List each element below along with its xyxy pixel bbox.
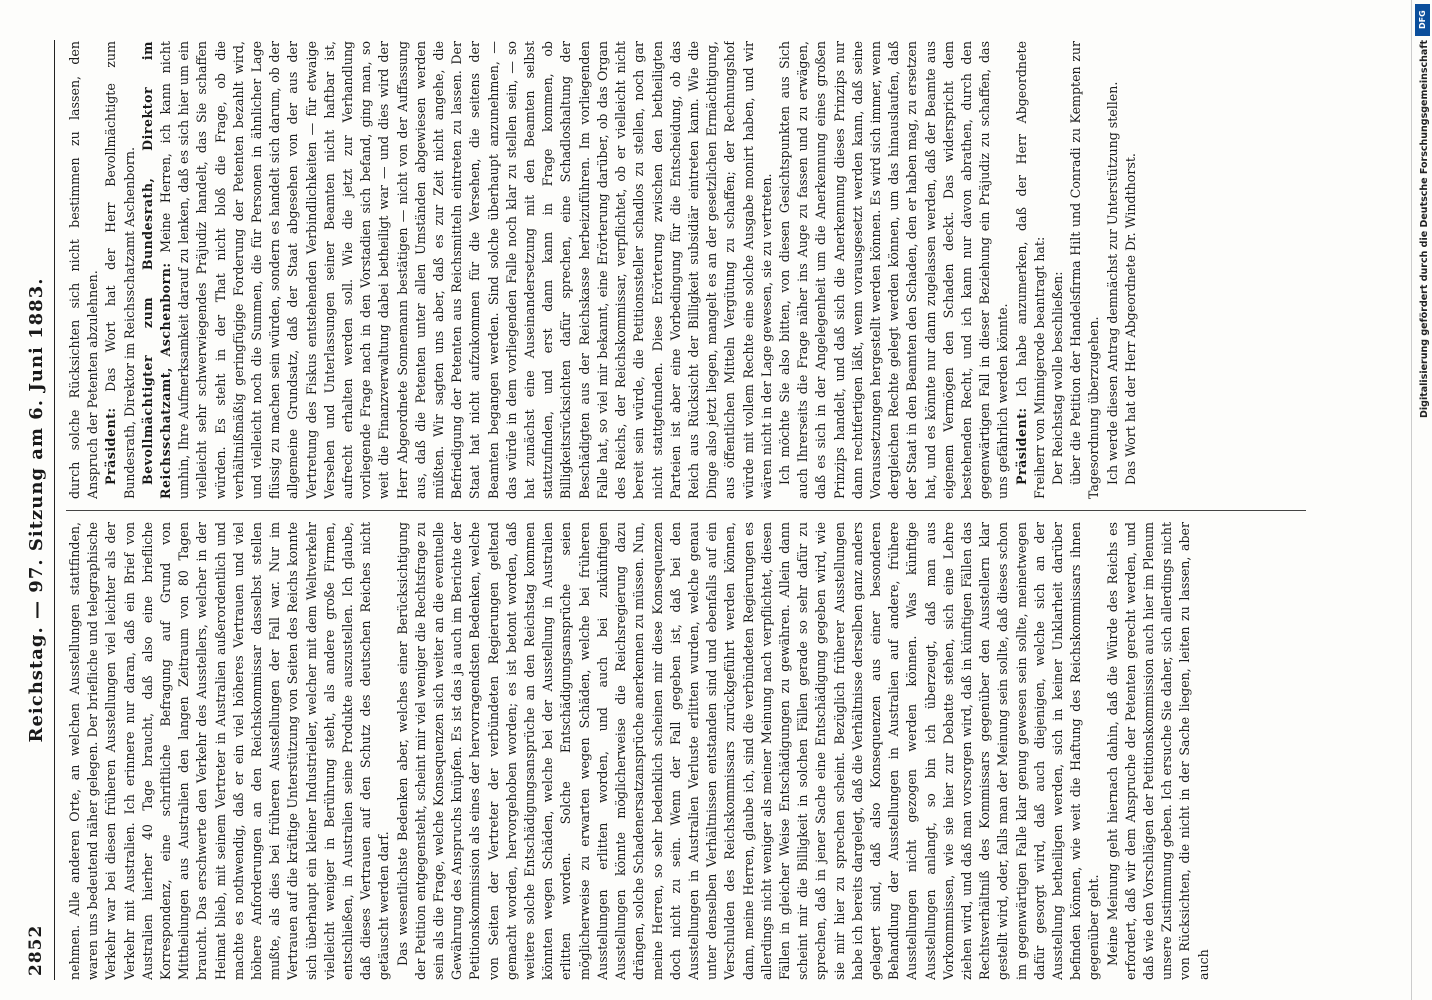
paragraph	[1049, 41, 1067, 499]
speaker-label: Bevollmächtigter zum Bundesrath, Direktor im Reichsschatzamt, Aschenborn:	[139, 41, 174, 499]
paragraph-text: Ich werde diesen Antrag demnächst zur Unterstützung stellen.	[1104, 81, 1120, 485]
column-rule	[66, 510, 1306, 511]
dfg-credit-text: Digitalisierung gefördert durch die Deutsche Forschungsgemeinschaft	[1419, 40, 1430, 418]
digitization-strip	[1411, 0, 1432, 1000]
page-number: 2852	[26, 924, 46, 976]
left-column	[66, 522, 1306, 980]
page-title: Reichstag. — 97. Sitzung am 6. Juni 1883.	[26, 277, 47, 743]
paragraph	[1104, 41, 1122, 499]
dfg-logo: DFG	[1415, 4, 1430, 36]
paragraph	[1104, 522, 1213, 980]
rotated-sheet	[20, 40, 1310, 980]
paragraph-text: Meine Herren, ich kann nicht umhin, Ihre Aufmerksamkeit darauf zu lenken, daß es sich hier um ein vielleicht sehr schwerwiegendes Präjudiz handelt, das Sie schaffen würden. Es steht in der That nicht bloß die Frage, ob die verhältnißmäßig geringfügige Forderung der Petenten bezahlt wird, und vielleicht noch die Summen, die für Personen in ähnlicher Lage flüssig zu machen sein würden, sondern es handelt sich darum, ob der allgemeine Grundsatz, daß der Staat abgesehen von der aus der Vertretung des Fiskus entstehenden Verbindlichkeiten — für etwaige Versehen und Unterlassungen seiner Beamten nicht haftbar ist, aufrecht erhalten werden soll. Wie die jetzt zur Verhandlung vorliegende Frage nach in den Vorstadien sich befand, ging man, so weit die Finanzverwaltung dabei betheiligt war — und dies wird der Herr Abgeordnete Sonnemann bestätigen — nicht von der Auffassung aus, daß die Petenten unter allen Umständen abgewiesen werden müßten. Wir sagten uns aber, daß es zur Zeit nicht angehe, die Befriedigung der Petenten aus Reichsmitteln eintreten zu lassen. Der Staat hat nicht aufzukommen für die Versehen, die seitens der Beamten begangen werden. Sind solche überhaupt anzunehmen, — das würde in dem vorliegenden Falle noch klar zu stellen sein, — so hat zunächst eine Auseinandersetzung mit den Beamten selbst stattzufinden, und erst dann kann in Frage kommen, ob Billigkeitsrücksichten dafür sprechen, eine Schadloshaltung der Beschädigten aus der Reichskasse herbeizuführen. Im vorliegenden Falle hat, so viel mir bekannt, eine Erörterung darüber, ob das Organ des Reichs, der Reichskommissar, verpflichtet, ob er vielleicht nicht bereit sein würde, die Petitionssteller schadlos zu stellen, noch gar nicht stattgefunden. Diese Erörterung zwischen den betheiligten Parteien ist aber eine Vorbedingung für die Entscheidung, ob das Reich aus Rücksicht der Billigkeit subsidiär eintreten kann. Wie die Dinge also jetzt liegen, mangelt es an der gesetzlichen Ermächtigung, aus öffentlichen Mitteln Vergütung zu schaffen; der Rechnungshof würde mit vollem Rechte eine solche Ausgabe monirt haben, und wir wären nicht in der Lage gewesen, sie zu vertreten.	[158, 41, 774, 499]
speaker-label: Präsident:	[103, 407, 119, 485]
paragraph	[1122, 41, 1140, 499]
paragraph-text: Das Wort hat der Herr Abgeordnete Dr. Windthorst.	[1122, 153, 1138, 485]
paragraph	[66, 522, 394, 980]
paragraph-text: Der Reichstag wolle beschließen:	[1049, 271, 1065, 485]
page-header	[20, 40, 55, 980]
paragraph	[102, 41, 138, 499]
speaker-label: Präsident:	[1013, 407, 1029, 485]
paragraph-text: Ich habe anzumerken, daß der Herr Abgeordnete Freiherr von Minnigerode beantragt hat:	[1013, 41, 1047, 499]
paragraph-text: durch solche Rücksichten sich nicht bestimmen zu lassen, den Anspruch der Petenten abzulehnen.	[67, 41, 101, 499]
paragraph	[394, 522, 1104, 980]
paragraph	[776, 41, 1013, 499]
paragraph-text: Das Wort hat der Herr Bevollmächtigte zum Bundesrath, Direktor im Reichsschatzamt Aschenborn.	[103, 41, 137, 499]
paragraph-text: Das wesentlichste Bedenken aber, welches einer Berücksichtigung der Petition entgegensteht, scheint mir viel weniger die Rechtsfrage zu sein als die Frage, welche Konsequenzen sich weiter an die eventuelle Gewährung des Anspruchs knüpfen. Es ist das ja auch im Berichte der Petitionskommission als eines der hervorragendsten Bedenken, welche von Seiten der Vertreter der verbündeten Regierungen geltend gemacht worden, hervorgehoben worden; es ist betont worden, daß weitere solche Entschädigungsansprüche an den Reichstag kommen könnten wegen Schäden, welche bei der Ausstellung in Australien erlitten worden. Solche Entschädigungsansprüche seien möglicherweise zu erwarten wegen Schäden, welche bei früheren Ausstellungen erlitten worden, und auch bei zukünftigen Ausstellungen könnte möglicherweise die Reichsregierung dazu drängen, solche Schadenersatzansprüche anerkennen zu müssen. Nun, meine Herren, so sehr bedenklich scheinen mir diese Konsequenzen doch nicht zu sein. Wenn der Fall gegeben ist, daß bei den Ausstellungen in Australien Verluste erlitten wurden, welche genau unter denselben Verhältnissen entstanden sind und ebenfalls auf ein Verschulden des Reichskommissars zurückgeführt werden können, dann, meine Herren, glaube ich, sind die verbündeten Regierungen es allerdings nicht weniger als meiner Meinung nach verpflichtet, diesen Fällen in gleicher Weise Entschädigungen zu gewähren. Allein dann scheint mir die Billigkeit in solchen Fällen gerade so sehr dafür zu sprechen, daß in jener Sache eine Entschädigung gegeben wird, wie sie mir hier zu sprechen scheint. Bezüglich früherer Ausstellungen habe ich bereits dargelegt, daß die Verhältnisse derselben ganz anders gelagert sind, daß also Konsequenzen aus einer besonderen Behandlung der Ausstellungen in Australien auf andere, frühere Ausstellungen nicht gezogen werden können. Was künftige Ausstellungen anlangt, so bin ich überzeugt, daß man aus Vorkommnissen, wie sie hier zur Debatte stehen, sich eine Lehre ziehen wird, und daß man vorsorgen wird, daß in künftigen Fällen das Rechtsverhältniß des Kommissars gegenüber den Ausstellern klar gestellt wird, oder, falls man der Meinung sein sollte, daß dieses schon im gegenwärtigen Falle klar genug gewesen sein sollte, meinetwegen dafür gesorgt wird, daß auch diejenigen, welche sich an der Ausstellung betheiligen werden, sich in keiner Unklarheit darüber befinden können, wie weit die Haftung des Reichskommissars ihnen gegenüber geht.	[394, 522, 1102, 980]
paragraph	[1067, 41, 1103, 499]
paragraph-text: Meine Meinung geht hiernach dahin, daß die Würde des Reichs es erfordert, daß wir dem Anspruche der Petenten gerecht werden, und daß wie den Vorschlägen der Petitionskommission auch hier im Plenum unsere Zustimmung geben. Ich ersuche Sie daher, sich allerdings nicht von Rücksichten, die nicht in der Sache liegen, leiten zu lassen, aber auch	[1104, 522, 1211, 980]
paragraph-text: über die Petition der Handelsfirma Hilt und Conradi zu Kempten zur Tagesordnung überzugehen.	[1068, 41, 1102, 499]
paragraph-text: Ich möchte Sie also bitten, von diesen Gesichtspunkten aus Sich auch Ihrerseits die Frage näher ins Auge zu fassen und zu erwägen, daß es sich in der Angelegenheit um die Anerkennung eines großen Prinzips handelt, und daß sich die Anerkennung dieses Prinzips nur dann rechtfertigen läßt, wenn vorausgesetzt werden kann, daß seine Voraussetzungen hergestellt werden können. Es wird sich immer, wenn dergleichen Rechte gelegt werden können, um das hinauslaufen, daß der Staat in den Beamten den Schaden, den er haben mag, zu ersetzen hat, und es könnte nur dann zugelassen werden, daß der Beamte aus eigenem Vermögen den Schaden deckt. Das widerspricht dem bestehenden Recht, und ich kann nur davon abrathen, durch den gegenwärtigen Fall in dieser Beziehung ein Präjudiz zu schaffen, das uns gefährlich werden könnte.	[776, 41, 1011, 499]
paragraph	[1013, 41, 1049, 499]
paragraph-text: nehmen. Alle anderen Orte, an welchen Ausstellungen stattfinden, waren uns bedeutend näher gelegen. Der briefliche und telegraphische Verkehr war bei diesen früheren Ausstellungen viel leichter als der Verkehr mit Australien. Ich erinnere nur daran, daß ein Brief von Australien hierher 40 Tage braucht, daß also eine briefliche Korrespondenz, eine schriftliche Befragung auf Grund von Mittheilungen aus Australien den langen Zeitraum von 80 Tagen braucht. Das erschwerte den Verkehr des Ausstellers, welcher in der Heimat blieb, mit seinem Vertreter in Australien außerordentlich und machte es nothwendig, daß er ein viel höheres Vertrauen und viel höhere Anforderungen an den Reichskommissar dasselbst stellen mußte, als dies bei früheren Ausstellungen der Fall war. Nur im Vertrauen auf die kräftige Unterstützung von Seiten des Reichs konnte sich überhaupt ein kleiner Industrieller, welcher mit dem Weltverkehr vielleicht weniger in Berührung steht, als andere große Firmen, entschließen, in Australien seine Produkte auszustellen. Ich glaube, daß dieses Vertrauen auf den Schutz des deutschen Reiches nicht getäuscht werden darf.	[67, 522, 392, 980]
text-columns	[66, 40, 1306, 980]
paragraph	[66, 41, 102, 499]
paragraph	[139, 41, 776, 499]
right-column	[66, 41, 1306, 499]
